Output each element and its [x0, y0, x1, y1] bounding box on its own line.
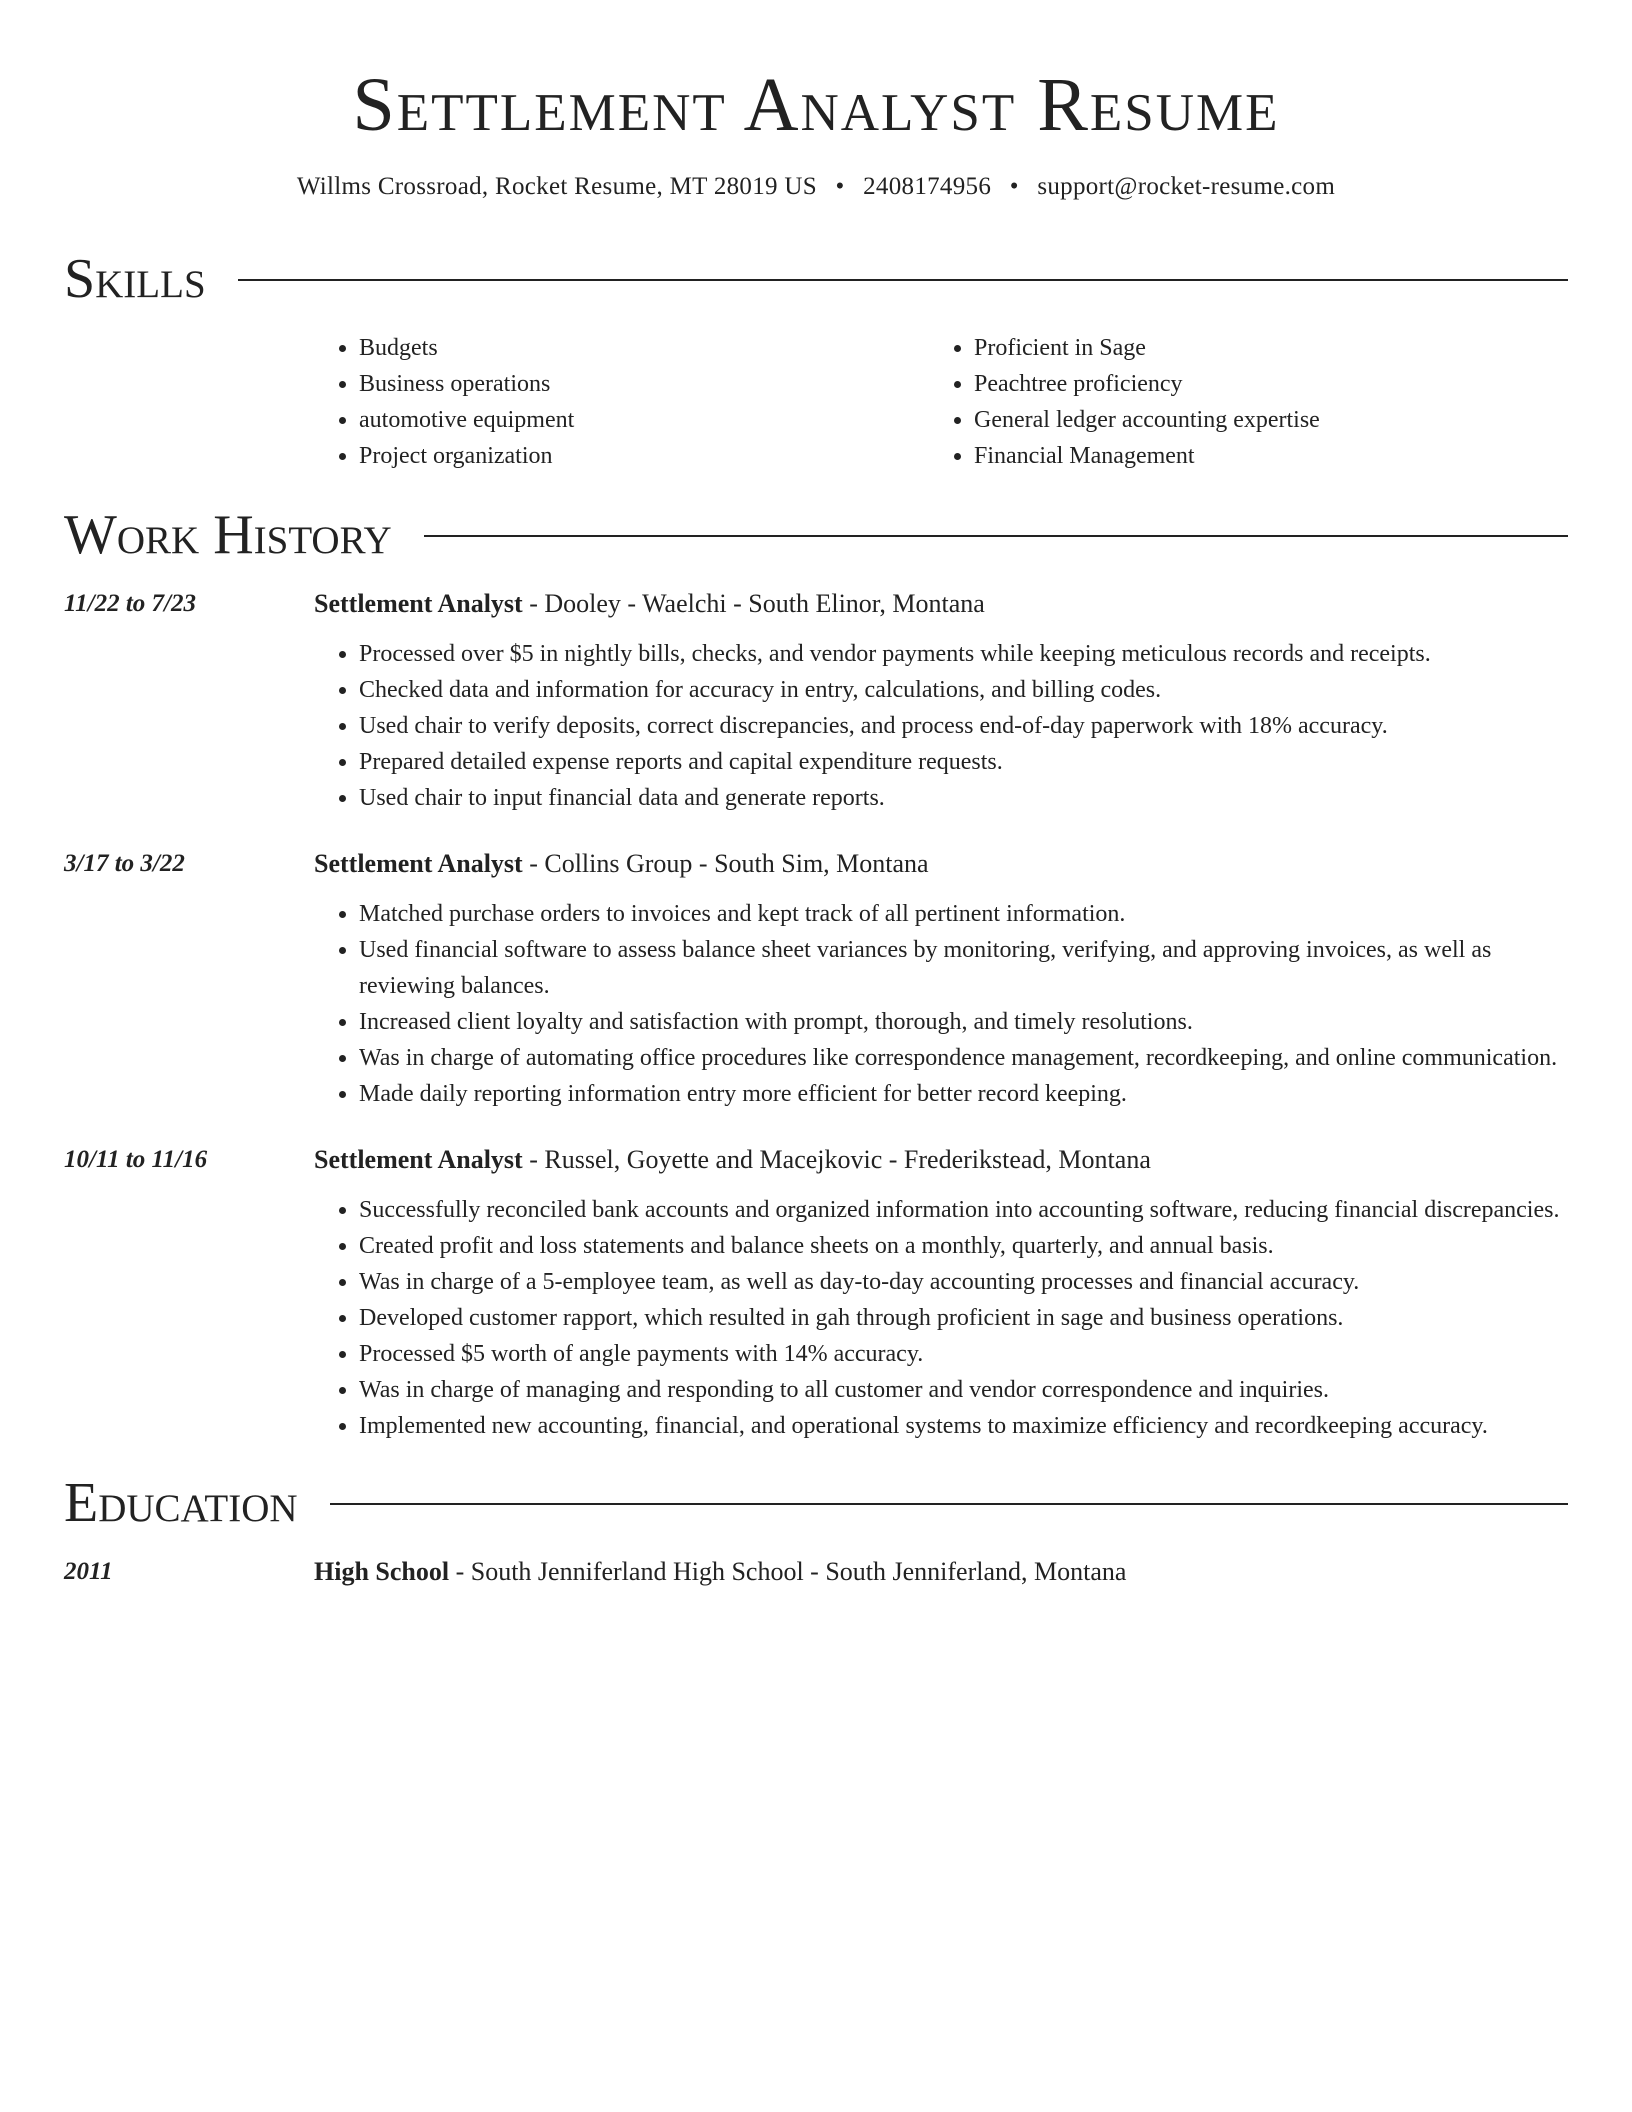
section-divider — [330, 1503, 1568, 1505]
education-list — [64, 1554, 1568, 1590]
resume-title: Settlement Analyst Resume — [352, 63, 1280, 147]
job-entry — [64, 1142, 1568, 1444]
skills-heading: Skills — [64, 248, 206, 310]
skill-item: • Business operations — [359, 366, 929, 402]
job-dates: 10/11 to 11/16 — [64, 1146, 208, 1173]
skills-column-left — [314, 330, 929, 474]
job-dates: 3/17 to 3/22 — [64, 850, 185, 877]
job-bullet: • Prepared detailed expense reports and capital expenditure requests. — [359, 744, 1568, 780]
job-bullet: • Used chair to input financial data and generate reports. — [359, 780, 1568, 816]
education-degree: High School — [314, 1557, 450, 1586]
job-bullet: • Used chair to verify deposits, correct discrepancies, and process end-of-day paperwork with 18% accuracy. — [359, 708, 1568, 744]
job-employer: - Russel, Goyette and Macejkovic - Frederikstead, Montana — [522, 1145, 1151, 1174]
section-divider — [238, 279, 1568, 281]
job-bullets — [314, 636, 1568, 816]
skill-item: • Proficient in Sage — [974, 330, 1544, 366]
job-role: Settlement Analyst — [314, 849, 523, 878]
job-entry — [64, 846, 1568, 1112]
section-divider — [424, 535, 1568, 537]
contact-phone: 2408174956 — [863, 173, 992, 200]
education-line — [314, 1554, 1568, 1590]
job-body — [314, 586, 1568, 816]
job-bullet: • Was in charge of automating office procedures like correspondence management, recordkeeping, and online communication. — [359, 1040, 1568, 1076]
job-bullet: • Used financial software to assess balance sheet variances by monitoring, verifying, and approving invoices, as well as reviewing balances. — [359, 932, 1568, 1004]
job-bullet: • Checked data and information for accuracy in entry, calculations, and billing codes. — [359, 672, 1568, 708]
education-section-header — [64, 1470, 1568, 1536]
job-bullet: • Was in charge of managing and responding to all customer and vendor correspondence and inquiries. — [359, 1372, 1568, 1408]
skill-item: • automotive equipment — [359, 402, 929, 438]
job-role: Settlement Analyst — [314, 589, 523, 618]
skills-section-header — [64, 246, 1568, 312]
education-heading: Education — [64, 1472, 298, 1534]
skills-column-right — [929, 330, 1544, 474]
skills-list — [64, 330, 1568, 474]
education-dates: 2011 — [64, 1558, 113, 1585]
job-bullet: • Made daily reporting information entry more efficient for better record keeping. — [359, 1076, 1568, 1112]
job-title-line — [314, 1142, 1568, 1178]
skill-item: • General ledger accounting expertise — [974, 402, 1544, 438]
work-history-list — [64, 586, 1568, 1444]
skill-item: • Peachtree proficiency — [974, 366, 1544, 402]
job-bullet: • Was in charge of a 5-employee team, as well as day-to-day accounting processes and financial accuracy. — [359, 1264, 1568, 1300]
job-role: Settlement Analyst — [314, 1145, 523, 1174]
job-bullet: • Matched purchase orders to invoices and kept track of all pertinent information. — [359, 896, 1568, 932]
job-employer: - Dooley - Waelchi - South Elinor, Montana — [522, 589, 985, 618]
job-bullet: • Created profit and loss statements and balance sheets on a monthly, quarterly, and annual basis. — [359, 1228, 1568, 1264]
work-section-header — [64, 502, 1568, 568]
job-bullet: • Implemented new accounting, financial, and operational systems to maximize efficiency and recordkeeping accuracy. — [359, 1408, 1568, 1444]
education-school: - South Jenniferland High School - South Jenniferland, Montana — [449, 1557, 1127, 1586]
job-employer: - Collins Group - South Sim, Montana — [522, 849, 929, 878]
skill-item: • Project organization — [359, 438, 929, 474]
job-bullets — [314, 896, 1568, 1112]
job-title-line — [314, 586, 1568, 622]
contact-address: Willms Crossroad, Rocket Resume, MT 28019 US — [296, 173, 817, 200]
resume-page — [64, 0, 1568, 1590]
job-bullet: • Successfully reconciled bank accounts and organized information into accounting software, reducing financial discrepancies. — [359, 1192, 1568, 1228]
education-entry — [64, 1554, 1568, 1590]
contact-separator: • — [835, 173, 845, 200]
skill-item: • Financial Management — [974, 438, 1544, 474]
job-bullet: • Processed over $5 in nightly bills, checks, and vendor payments while keeping meticulous records and receipts. — [359, 636, 1568, 672]
job-bullets — [314, 1192, 1568, 1444]
work-history-heading: Work History — [64, 504, 392, 566]
job-title-line — [314, 846, 1568, 882]
job-bullet: • Developed customer rapport, which resulted in gah through proficient in sage and business operations. — [359, 1300, 1568, 1336]
contact-line — [64, 170, 1568, 204]
skill-item: • Budgets — [359, 330, 929, 366]
job-bullet: • Processed $5 worth of angle payments with 14% accuracy. — [359, 1336, 1568, 1372]
contact-separator: • — [1009, 173, 1019, 200]
contact-email: support@rocket-resume.com — [1037, 173, 1336, 200]
job-dates: 11/22 to 7/23 — [64, 590, 196, 617]
job-body — [314, 846, 1568, 1112]
job-bullet: • Increased client loyalty and satisfaction with prompt, thorough, and timely resolutions. — [359, 1004, 1568, 1040]
job-entry — [64, 586, 1568, 816]
education-body — [314, 1554, 1568, 1590]
job-body — [314, 1142, 1568, 1444]
